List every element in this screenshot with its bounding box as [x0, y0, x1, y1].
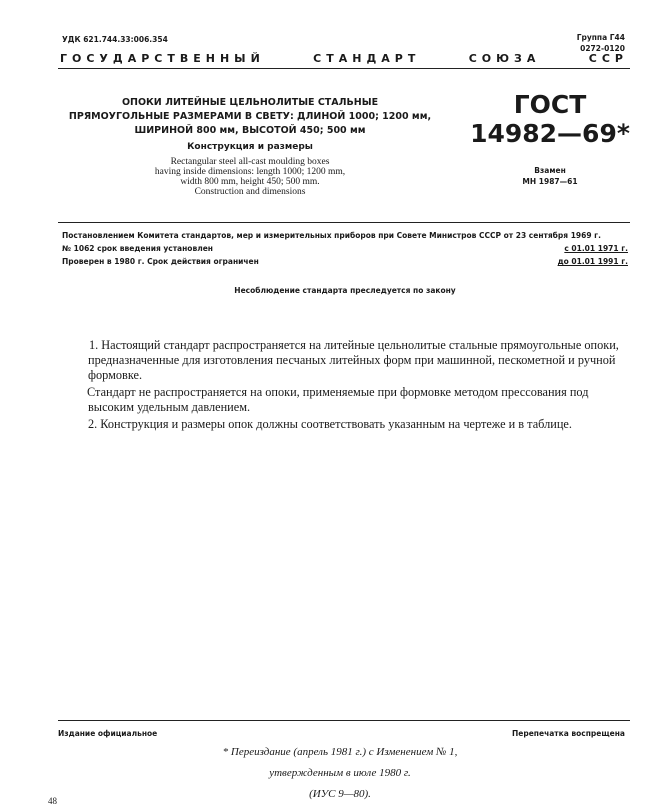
replaces-block — [480, 165, 620, 187]
document-title — [60, 96, 440, 138]
decree-line — [62, 242, 628, 255]
body-paragraph: Стандарт не распространяется на опоки, применяемые при формовке методом прессования под высоким удельным давлением. — [87, 385, 589, 414]
title-line: ПРЯМОУГОЛЬНЫЕ РАЗМЕРАМИ В СВЕТУ: ДЛИНОЙ 1000; 1200 мм, — [68, 111, 432, 122]
english-title-line: Rectangular steel all-cast moulding boxes — [170, 157, 330, 167]
english-title — [110, 157, 390, 197]
banner-word: ССР — [588, 52, 628, 65]
footnote-line: * Переиздание (апрель 1981 г.) с Изменением № 1, — [222, 746, 458, 758]
footnote-line: утвержденным в июле 1980 г. — [269, 767, 411, 779]
footnote — [150, 742, 530, 805]
page-number: 48 — [48, 796, 57, 806]
english-title-line: width 800 mm, height 450; 500 mm. — [180, 177, 320, 187]
gost-number: 14982—69* — [470, 119, 630, 148]
group-code — [577, 32, 625, 54]
english-title-line: having inside dimensions: length 1000; 1200 mm, — [154, 167, 346, 177]
decree-line — [62, 255, 628, 268]
banner-rule — [58, 68, 630, 69]
footnote-line: (ИУС 9—80). — [309, 788, 371, 800]
decree-text: Проверен в 1980 г. Срок действия ограничен — [62, 257, 259, 266]
replaces-value: МН 1987—61 — [522, 177, 578, 186]
decree-line: Постановлением Комитета стандартов, мер и измерительных приборов при Совете Министров СССР от 23 сентября 1969 г. — [62, 231, 601, 240]
decree-text: № 1062 срок введения установлен — [62, 244, 213, 253]
legal-notice: Несоблюдение стандарта преследуется по закону — [234, 286, 456, 295]
title-line: ШИРИНОЙ 800 мм, ВЫСОТОЙ 450; 500 мм — [134, 125, 366, 136]
state-standard-banner — [60, 52, 628, 65]
replaces-label: Взамен — [534, 166, 566, 175]
document-subtitle: Конструкция и размеры — [187, 142, 313, 152]
decree-block — [62, 229, 628, 268]
body-paragraph: 1. Настоящий стандарт распространяется на литейные цельнолитые стальные прямоугольные опоки, предназначенные для изготовления песчаных литейных форм при машинной, пескометной и ручной формовке. — [88, 338, 619, 382]
english-title-line: Construction and dimensions — [194, 187, 306, 197]
body-paragraph: 2. Конструкция и размеры опок должны соответствовать указанным на чертеже и в таблице. — [88, 417, 572, 431]
gost-designation — [470, 90, 630, 148]
banner-word: СОЮЗА — [468, 52, 541, 65]
document-body — [88, 338, 628, 432]
effective-date: с 01.01 1971 г. — [564, 244, 628, 253]
reprint-prohibited-label: Перепечатка воспрещена — [511, 729, 625, 738]
header-rule — [58, 222, 630, 223]
official-edition-label: Издание официальное — [58, 729, 158, 738]
gost-label: ГОСТ — [513, 90, 587, 119]
udk-code: УДК 621.744.33:006.354 — [62, 35, 168, 44]
banner-word: ГОСУДАРСТВЕННЫЙ — [60, 52, 265, 65]
group-label: Группа Г44 — [576, 33, 625, 42]
banner-word: СТАНДАРТ — [313, 52, 421, 65]
okp-code: 0272-0120 — [580, 44, 625, 53]
footer-rule — [58, 720, 630, 721]
title-line: ОПОКИ ЛИТЕЙНЫЕ ЦЕЛЬНОЛИТЫЕ СТАЛЬНЫЕ — [121, 97, 379, 108]
expiry-date: до 01.01 1991 г. — [557, 257, 628, 266]
